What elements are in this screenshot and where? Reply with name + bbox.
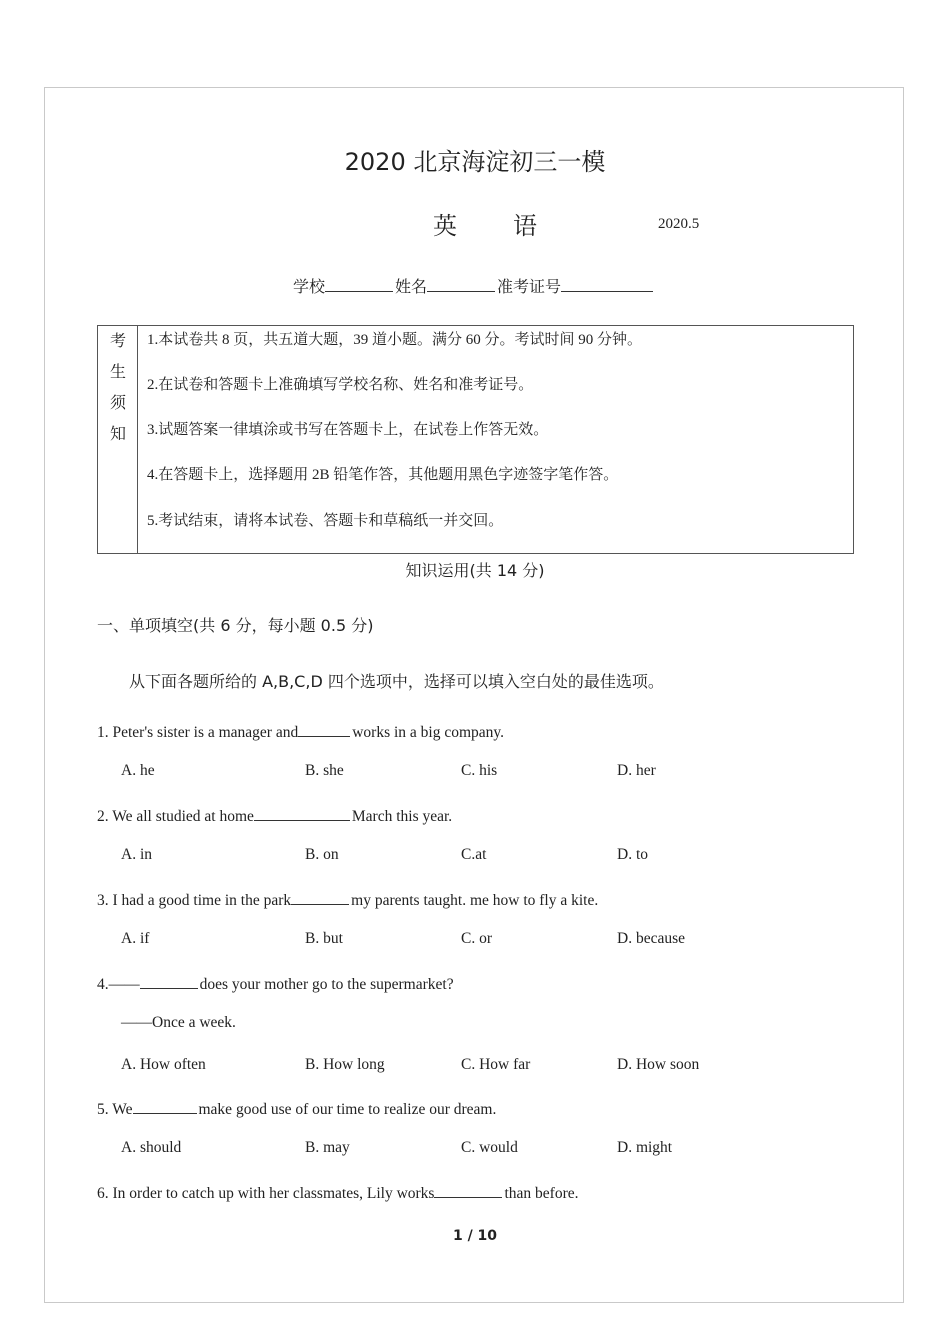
- option: C. would: [461, 1139, 518, 1156]
- subject-title: 英语: [433, 212, 593, 240]
- answer-blank: [133, 1097, 197, 1114]
- question-text: 2. We all studied at home: [97, 808, 254, 825]
- id-blank: [561, 275, 653, 292]
- question-5: [97, 1097, 496, 1119]
- option: D. to: [617, 846, 648, 863]
- option: C. or: [461, 930, 492, 947]
- notice-rule: 2.在试卷和答题卡上准确填写学校名称、姓名和准考证号。: [147, 377, 534, 393]
- section-instruction: 从下面各题所给的 A,B,C,D 四个选项中，选择可以填入空白处的最佳选项。: [129, 672, 664, 691]
- name-label: 姓名: [395, 277, 428, 296]
- option: B. How long: [305, 1056, 385, 1073]
- question-text: make good use of our time to realize our dream.: [198, 1101, 497, 1118]
- question-1: [97, 720, 504, 742]
- question-text: than before.: [504, 1185, 579, 1202]
- notice-side-char: 考: [109, 331, 126, 350]
- section-title: 一、单项填空(共 6 分，每小题 0.5 分): [97, 616, 374, 635]
- answer-blank: [434, 1181, 502, 1198]
- question-text: 5. We: [97, 1101, 133, 1118]
- question-2: [97, 804, 452, 826]
- answer-blank: [254, 804, 350, 821]
- notice-rule: 5.考试结束，请将本试卷、答题卡和草稿纸一并交回。: [147, 513, 504, 529]
- question-text: does your mother go to the supermarket?: [199, 976, 454, 993]
- answer-blank: [291, 888, 349, 905]
- option: D. How soon: [617, 1056, 700, 1073]
- question-3: [97, 888, 598, 910]
- question-reply: ——Once a week.: [121, 1014, 236, 1031]
- exam-date: 2020.5: [658, 216, 700, 232]
- name-blank: [427, 275, 495, 292]
- option: D. because: [617, 930, 685, 947]
- option: D. her: [617, 762, 656, 779]
- id-label: 准考证号: [497, 277, 562, 296]
- notice-rule: 1.本试卷共 8 页，共五道大题，39 道小题。满分 60 分。考试时间 90 分钟。: [147, 332, 643, 348]
- question-text: March this year.: [351, 808, 453, 825]
- student-info-line: [293, 274, 655, 297]
- exam-title: 2020 北京海淀初三一模: [344, 148, 606, 176]
- notice-side-label: [98, 326, 138, 553]
- answer-blank: [140, 972, 198, 989]
- notice-side-char: 须: [109, 393, 126, 412]
- question-text: 3. I had a good time in the park: [97, 892, 292, 909]
- exam-page: [44, 87, 904, 1303]
- part-title: 知识运用(共 14 分): [405, 561, 545, 580]
- option: A. How often: [121, 1056, 206, 1073]
- question-text: 1. Peter's sister is a manager and: [97, 724, 299, 741]
- answer-blank: [298, 720, 350, 737]
- option: C. How far: [461, 1056, 531, 1073]
- question-text: 6. In order to catch up with her classmates, Lily works: [97, 1185, 435, 1202]
- question-4: [97, 972, 454, 994]
- question-text: works in a big company.: [352, 724, 505, 741]
- option: B. she: [305, 762, 344, 779]
- option: A. if: [121, 930, 150, 947]
- option: A. he: [121, 762, 155, 779]
- school-blank: [325, 275, 393, 292]
- notice-side-char: 知: [109, 424, 126, 443]
- notice-rule: 3.试题答案一律填涂或书写在答题卡上，在试卷上作答无效。: [147, 422, 549, 438]
- question-text: 4.——: [97, 976, 140, 993]
- option: A. in: [121, 846, 152, 863]
- notice-box: [97, 325, 854, 554]
- page-number: 1 / 10: [452, 1228, 498, 1244]
- school-label: 学校: [293, 277, 326, 296]
- option: D. might: [617, 1139, 673, 1156]
- option: B. may: [305, 1139, 350, 1156]
- option: A. should: [121, 1139, 182, 1156]
- notice-rule: 4.在答题卡上，选择题用 2B 铅笔作答，其他题用黑色字迹签字笔作答。: [147, 467, 619, 483]
- option: C.at: [461, 846, 487, 863]
- notice-side-char: 生: [109, 362, 126, 381]
- option: B. on: [305, 846, 339, 863]
- question-text: my parents taught. me how to fly a kite.: [351, 892, 599, 909]
- option: C. his: [461, 762, 498, 779]
- option: B. but: [305, 930, 343, 947]
- question-6: [97, 1181, 579, 1203]
